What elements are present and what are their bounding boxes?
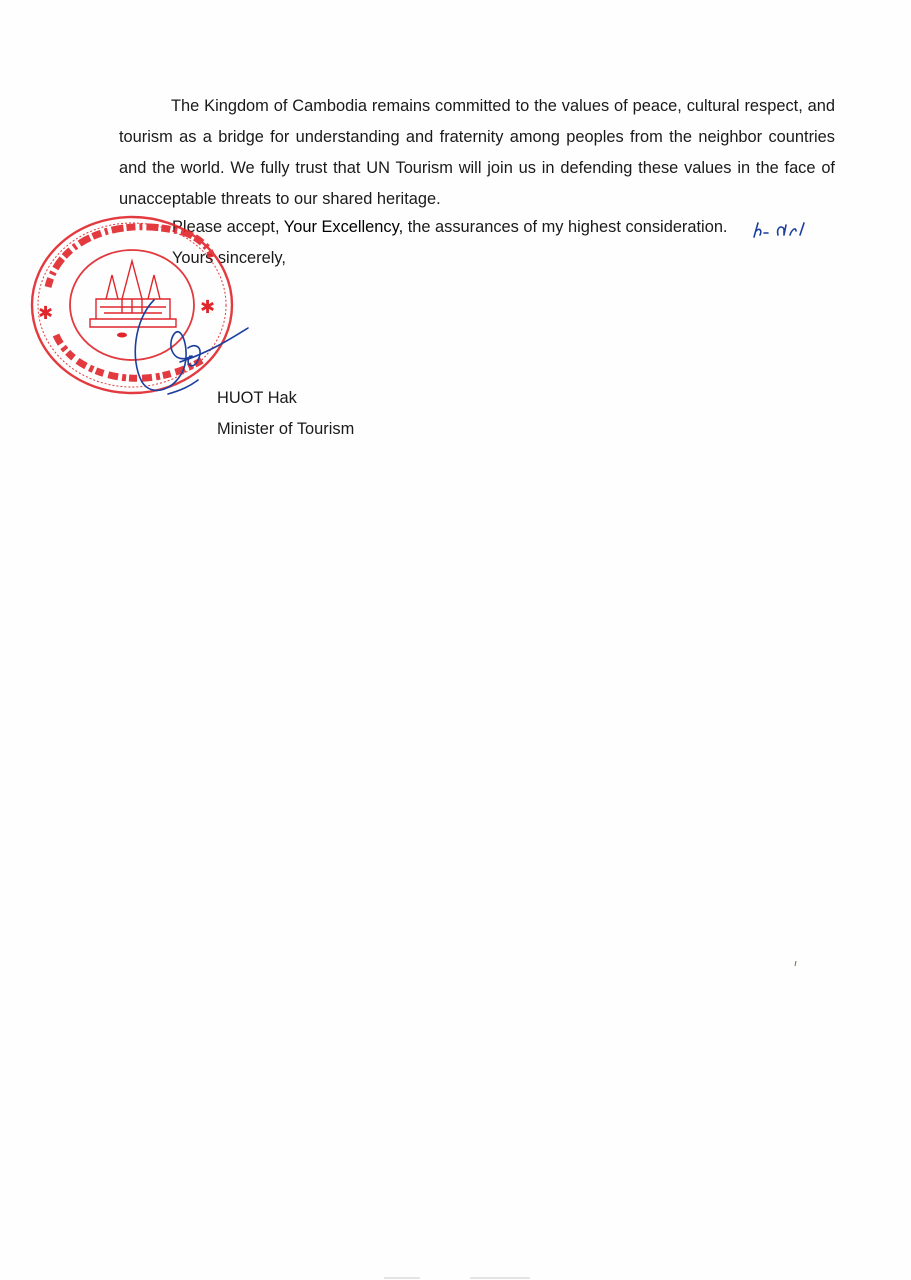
- signatory-name: HUOT Hak: [217, 389, 297, 407]
- closing-emphasis: Your Excellency,: [283, 218, 404, 236]
- svg-text:✱: ✱: [200, 297, 216, 318]
- letter-paragraph: [119, 91, 835, 215]
- closing-post: the assurances of my highest consideration.: [403, 218, 728, 236]
- signatory-title: Minister of Tourism: [217, 420, 355, 438]
- sign-off: Yours sincerely,: [172, 249, 286, 267]
- svg-text:✱: ✱: [38, 303, 54, 324]
- closing-line: [172, 212, 728, 243]
- paragraph-text: The Kingdom of Cambodia remains committed to the values of peace, cultural respect, and tourism as a bridge for understanding and fraternity among peoples from the neighbor countries and the world. We fully trust that UN Tourism will join us in defending these values in the face of unacceptable threats to our shared heritage.: [119, 97, 835, 208]
- scan-edge-mark: [380, 1272, 540, 1280]
- handwritten-initials-icon: [748, 219, 808, 241]
- handwritten-signature-icon: [120, 290, 260, 410]
- closing-pre: Please accept,: [172, 218, 284, 236]
- ink-speck: [794, 961, 797, 966]
